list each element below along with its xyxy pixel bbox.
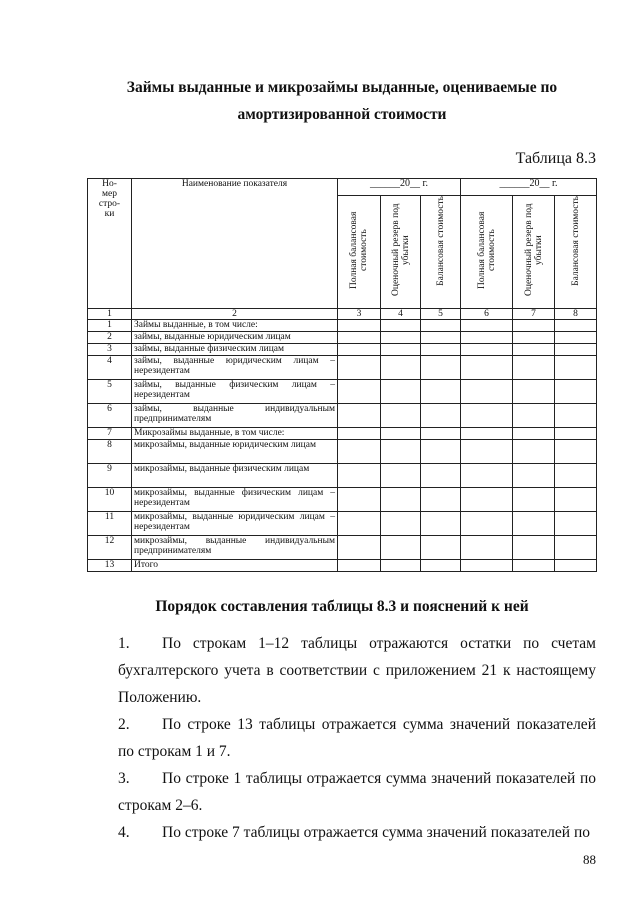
- value-cell: [555, 428, 597, 440]
- row-name: микрозаймы, выданные юридическим лицам – нерезидентам: [132, 512, 338, 536]
- value-cell: [513, 488, 555, 512]
- table-row: [88, 536, 597, 560]
- header-reserve-2: Оценочный резерв под убытки: [513, 196, 555, 309]
- value-cell: [555, 512, 597, 536]
- value-cell: [555, 356, 597, 380]
- row-number: 2: [88, 332, 132, 344]
- value-cell: [381, 536, 421, 560]
- col-number: 8: [555, 309, 597, 320]
- value-cell: [338, 428, 381, 440]
- value-cell: [513, 344, 555, 356]
- row-name: микрозаймы, выданные юридическим лицам: [132, 440, 338, 464]
- value-cell: [421, 332, 461, 344]
- row-name: займы, выданные физическим лицам – нерезидентам: [132, 380, 338, 404]
- col-number: 6: [461, 309, 513, 320]
- value-cell: [461, 488, 513, 512]
- value-cell: [461, 404, 513, 428]
- row-name: Микрозаймы выданные, в том числе:: [132, 428, 338, 440]
- data-table: [87, 178, 597, 572]
- row-name: займы, выданные индивидуальным предпринимателям: [132, 404, 338, 428]
- value-cell: [513, 332, 555, 344]
- row-number: 7: [88, 428, 132, 440]
- value-cell: [513, 428, 555, 440]
- page-number: 88: [583, 852, 596, 867]
- value-cell: [338, 356, 381, 380]
- table-row: [88, 440, 597, 464]
- row-name: Займы выданные, в том числе:: [132, 320, 338, 332]
- row-number: 4: [88, 356, 132, 380]
- value-cell: [513, 356, 555, 380]
- value-cell: [555, 380, 597, 404]
- value-cell: [381, 344, 421, 356]
- value-cell: [338, 488, 381, 512]
- value-cell: [381, 512, 421, 536]
- value-cell: [381, 464, 421, 488]
- value-cell: [421, 440, 461, 464]
- table-row: [88, 344, 597, 356]
- value-cell: [421, 428, 461, 440]
- value-cell: [338, 320, 381, 332]
- value-cell: [461, 512, 513, 536]
- value-cell: [555, 344, 597, 356]
- row-name: займы, выданные юридическим лицам – нерезидентам: [132, 356, 338, 380]
- value-cell: [381, 560, 421, 572]
- value-cell: [555, 464, 597, 488]
- value-cell: [555, 404, 597, 428]
- paragraph-3: 3. По строке 1 таблицы отражается сумма значений показателей по строкам 2–6.: [118, 770, 596, 814]
- value-cell: [555, 488, 597, 512]
- value-cell: [338, 512, 381, 536]
- col-number: 4: [381, 309, 421, 320]
- row-number: 3: [88, 344, 132, 356]
- value-cell: [513, 560, 555, 572]
- value-cell: [461, 428, 513, 440]
- header-reserve-1: Оценочный резерв под убытки: [381, 196, 421, 309]
- value-cell: [513, 320, 555, 332]
- col-number: 2: [132, 309, 338, 320]
- column-number-row: [88, 309, 597, 320]
- value-cell: [513, 380, 555, 404]
- value-cell: [421, 560, 461, 572]
- value-cell: [338, 344, 381, 356]
- value-cell: [513, 440, 555, 464]
- value-cell: [555, 560, 597, 572]
- row-number: 9: [88, 464, 132, 488]
- header-row-number: Но- мер стро- ки: [88, 179, 132, 309]
- value-cell: [338, 464, 381, 488]
- value-cell: [461, 344, 513, 356]
- header-balance-2: Балансовая стоимость: [555, 196, 597, 309]
- row-number: 11: [88, 512, 132, 536]
- value-cell: [338, 536, 381, 560]
- table-label: Таблица 8.3: [515, 150, 596, 167]
- value-cell: [421, 344, 461, 356]
- value-cell: [381, 440, 421, 464]
- value-cell: [381, 404, 421, 428]
- paragraph-1: 1. По строкам 1–12 таблицы отражаются остатки по счетам бухгалтерского учета в соответствии с приложением 21 к настоящему Положению.: [118, 635, 596, 706]
- header-gross-1: Полная балансовая стоимость: [338, 196, 381, 309]
- value-cell: [513, 536, 555, 560]
- value-cell: [338, 440, 381, 464]
- value-cell: [461, 464, 513, 488]
- document-title-line-1: Займы выданные и микрозаймы выданные, оцениваемые по: [126, 79, 558, 96]
- header-indicator: Наименование показателя: [132, 179, 338, 309]
- value-cell: [555, 536, 597, 560]
- row-number: 12: [88, 536, 132, 560]
- value-cell: [461, 536, 513, 560]
- value-cell: [338, 560, 381, 572]
- value-cell: [461, 560, 513, 572]
- value-cell: [461, 332, 513, 344]
- table-row: [88, 560, 597, 572]
- value-cell: [461, 356, 513, 380]
- value-cell: [513, 464, 555, 488]
- col-number: 1: [88, 309, 132, 320]
- table-row: [88, 464, 597, 488]
- value-cell: [338, 332, 381, 344]
- col-number: 7: [513, 309, 555, 320]
- value-cell: [461, 440, 513, 464]
- value-cell: [461, 320, 513, 332]
- table-row: [88, 380, 597, 404]
- table-row: [88, 512, 597, 536]
- col-number: 3: [338, 309, 381, 320]
- row-number: 8: [88, 440, 132, 464]
- value-cell: [381, 356, 421, 380]
- value-cell: [421, 488, 461, 512]
- value-cell: [421, 356, 461, 380]
- table-row: [88, 320, 597, 332]
- document-title-line-2: амортизированной стоимости: [237, 106, 447, 123]
- value-cell: [461, 380, 513, 404]
- value-cell: [421, 380, 461, 404]
- table-row: [88, 332, 597, 344]
- row-name: займы, выданные юридическим лицам: [132, 332, 338, 344]
- header-balance-1: Балансовая стоимость: [421, 196, 461, 309]
- value-cell: [421, 464, 461, 488]
- value-cell: [421, 536, 461, 560]
- header-year-1: ______20__ г.: [338, 179, 461, 196]
- row-number: 13: [88, 560, 132, 572]
- row-name: микрозаймы, выданные физическим лицам: [132, 464, 338, 488]
- row-number: 6: [88, 404, 132, 428]
- row-name: микрозаймы, выданные физическим лицам – нерезидентам: [132, 488, 338, 512]
- value-cell: [555, 440, 597, 464]
- value-cell: [381, 428, 421, 440]
- row-number: 1: [88, 320, 132, 332]
- row-name: Итого: [132, 560, 338, 572]
- value-cell: [338, 380, 381, 404]
- value-cell: [421, 320, 461, 332]
- table-row: [88, 488, 597, 512]
- table-header-row-1: [88, 179, 597, 196]
- section-title: Порядок составления таблицы 8.3 и пояснений к ней: [155, 598, 529, 615]
- value-cell: [555, 332, 597, 344]
- value-cell: [421, 404, 461, 428]
- value-cell: [381, 320, 421, 332]
- row-name: микрозаймы, выданные индивидуальным предпринимателям: [132, 536, 338, 560]
- row-number: 5: [88, 380, 132, 404]
- table-row: [88, 428, 597, 440]
- value-cell: [421, 512, 461, 536]
- value-cell: [513, 512, 555, 536]
- value-cell: [338, 404, 381, 428]
- row-number: 10: [88, 488, 132, 512]
- table-body: [88, 320, 597, 572]
- value-cell: [555, 320, 597, 332]
- table-row: [88, 356, 597, 380]
- value-cell: [381, 488, 421, 512]
- value-cell: [381, 380, 421, 404]
- col-number: 5: [421, 309, 461, 320]
- table-row: [88, 404, 597, 428]
- value-cell: [381, 332, 421, 344]
- value-cell: [513, 404, 555, 428]
- header-gross-2: Полная балансовая стоимость: [461, 196, 513, 309]
- header-year-2: ______20__ г.: [461, 179, 597, 196]
- document-title: [86, 74, 598, 128]
- paragraph-2: 2. По строке 13 таблицы отражается сумма значений показателей по строкам 1 и 7.: [118, 716, 596, 760]
- row-name: займы, выданные физическим лицам: [132, 344, 338, 356]
- paragraph-4: 4. По строке 7 таблицы отражается сумма значений показателей по: [118, 824, 590, 841]
